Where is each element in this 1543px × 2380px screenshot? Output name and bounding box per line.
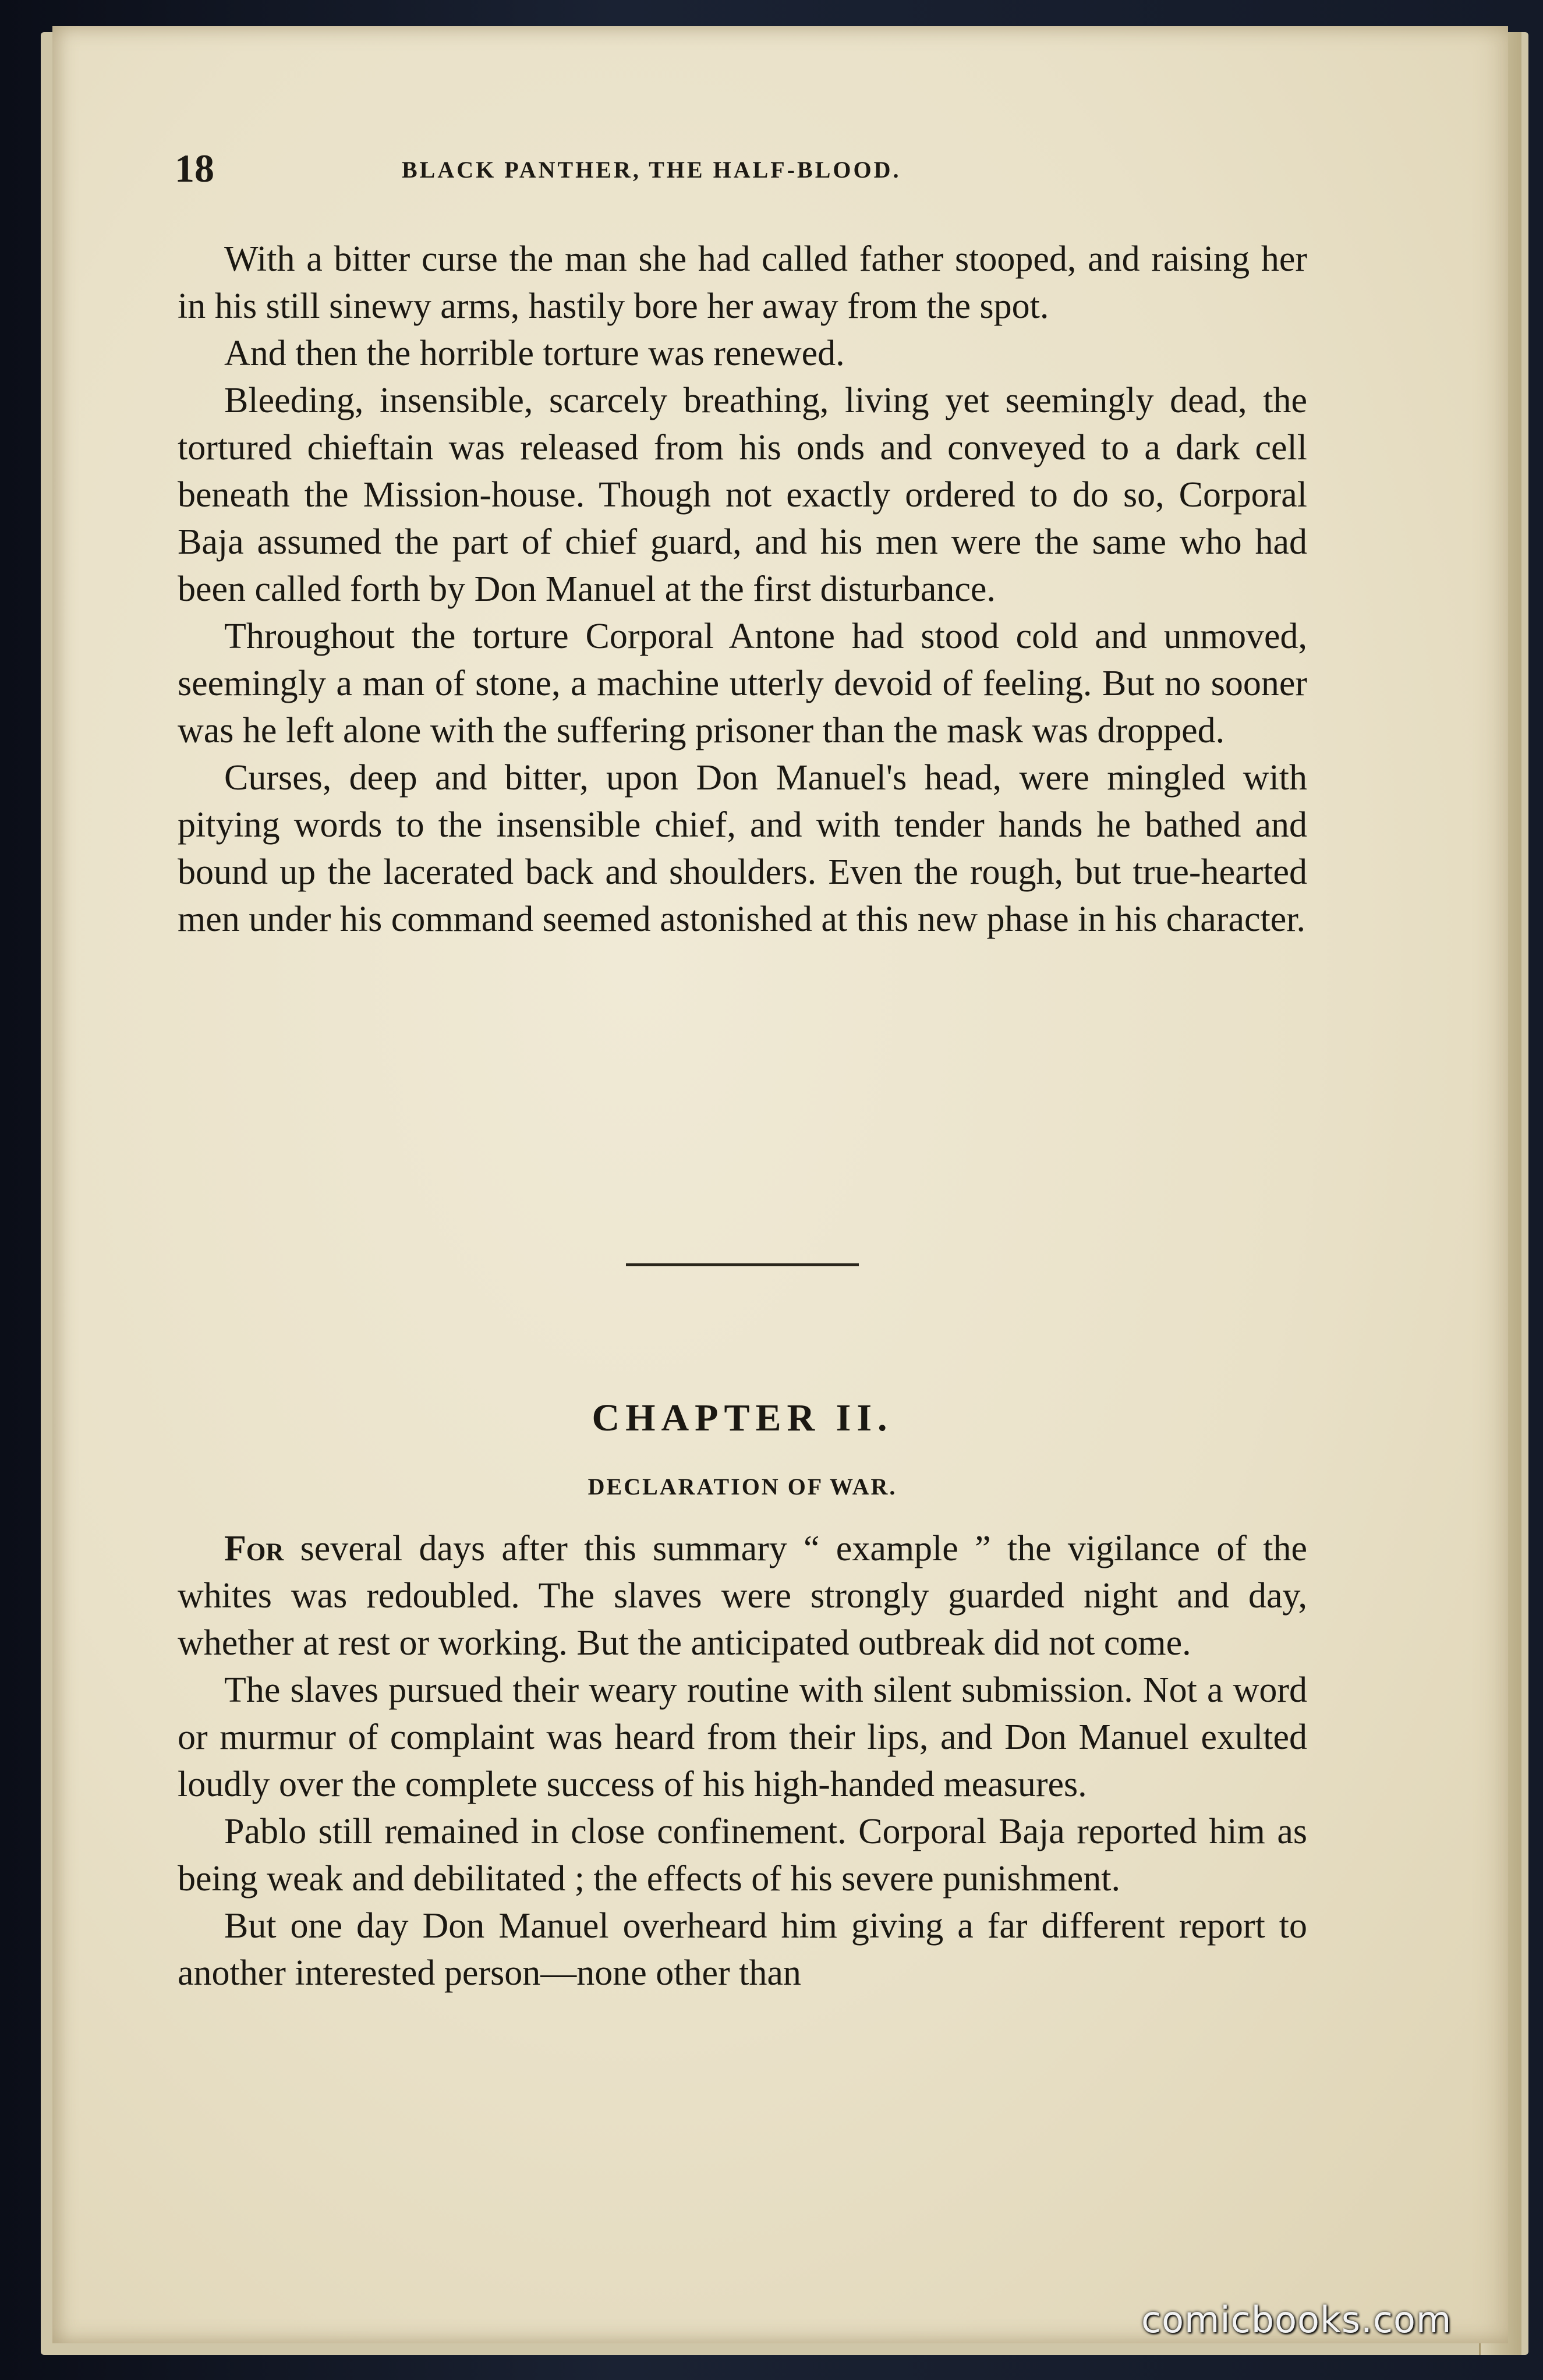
- text-section-chapter-two: [178, 1525, 1307, 1997]
- paragraph: But one day Don Manuel overheard him giving a far different report to another interested person—none other than: [178, 1906, 1307, 1993]
- paragraph: The slaves pursued their weary routine with silent submission. Not a word or murmur of complaint was heard from their lips, and Don Manuel exulted loudly over the complete success of his high-handed measures.: [178, 1670, 1307, 1804]
- paragraph: Throughout the torture Corporal Antone had stood cold and unmoved, seemingly a man of stone, a machine utterly devoid of feeling. But no sooner was he left alone with the suffering prisoner than the mask was dropped.: [178, 617, 1307, 750]
- lead-word: For: [224, 1529, 284, 1568]
- paragraph: And then the horrible torture was renewed.: [224, 334, 845, 373]
- paragraph-text: several days after this summary “ example ” the vigilance of the whites was redoubled. The slaves were strongly guarded night and day, whether at rest or working. But the anticipated outbreak did not come.: [178, 1529, 1307, 1663]
- chapter-subtitle: DECLARATION OF WAR.: [588, 1474, 897, 1500]
- paragraph: With a bitter curse the man she had called father stooped, and raising her in his still sinewy arms, hastily bore her away from the spot.: [178, 239, 1307, 326]
- paragraph: Bleeding, insensible, scarcely breathing, living yet seemingly dead, the tortured chieftain was released from his onds and conveyed to a dark cell beneath the Mission-house. Though not exactly ordered to do so, Corporal Baja assumed the part of chief guard, and his men were the same who had been called forth by Don Manuel at the first disturbance.: [178, 381, 1307, 609]
- paragraph: [178, 1525, 1307, 1667]
- page-number: 18: [175, 146, 214, 190]
- paragraph: Curses, deep and bitter, upon Don Manuel's head, were mingled with pitying words to the insensible chief, and with tender hands he bathed and bound up the lacerated back and shoulders. Even the rough, but true-hearted men under his command seemed astonished at this new phase in his character.: [178, 758, 1307, 939]
- watermark: comicbooks.com: [1141, 2298, 1452, 2341]
- page-header: [175, 146, 1310, 192]
- section-divider-rule: [626, 1263, 859, 1266]
- running-title: BLACK PANTHER, THE HALF-BLOOD.: [402, 157, 901, 183]
- chapter-title: CHAPTER II.: [592, 1397, 893, 1439]
- text-section-before-chapter: [178, 236, 1307, 943]
- paragraph: Pablo still remained in close confinement. Corporal Baja reported him as being weak and debilitated ; the effects of his severe punishment.: [178, 1812, 1307, 1899]
